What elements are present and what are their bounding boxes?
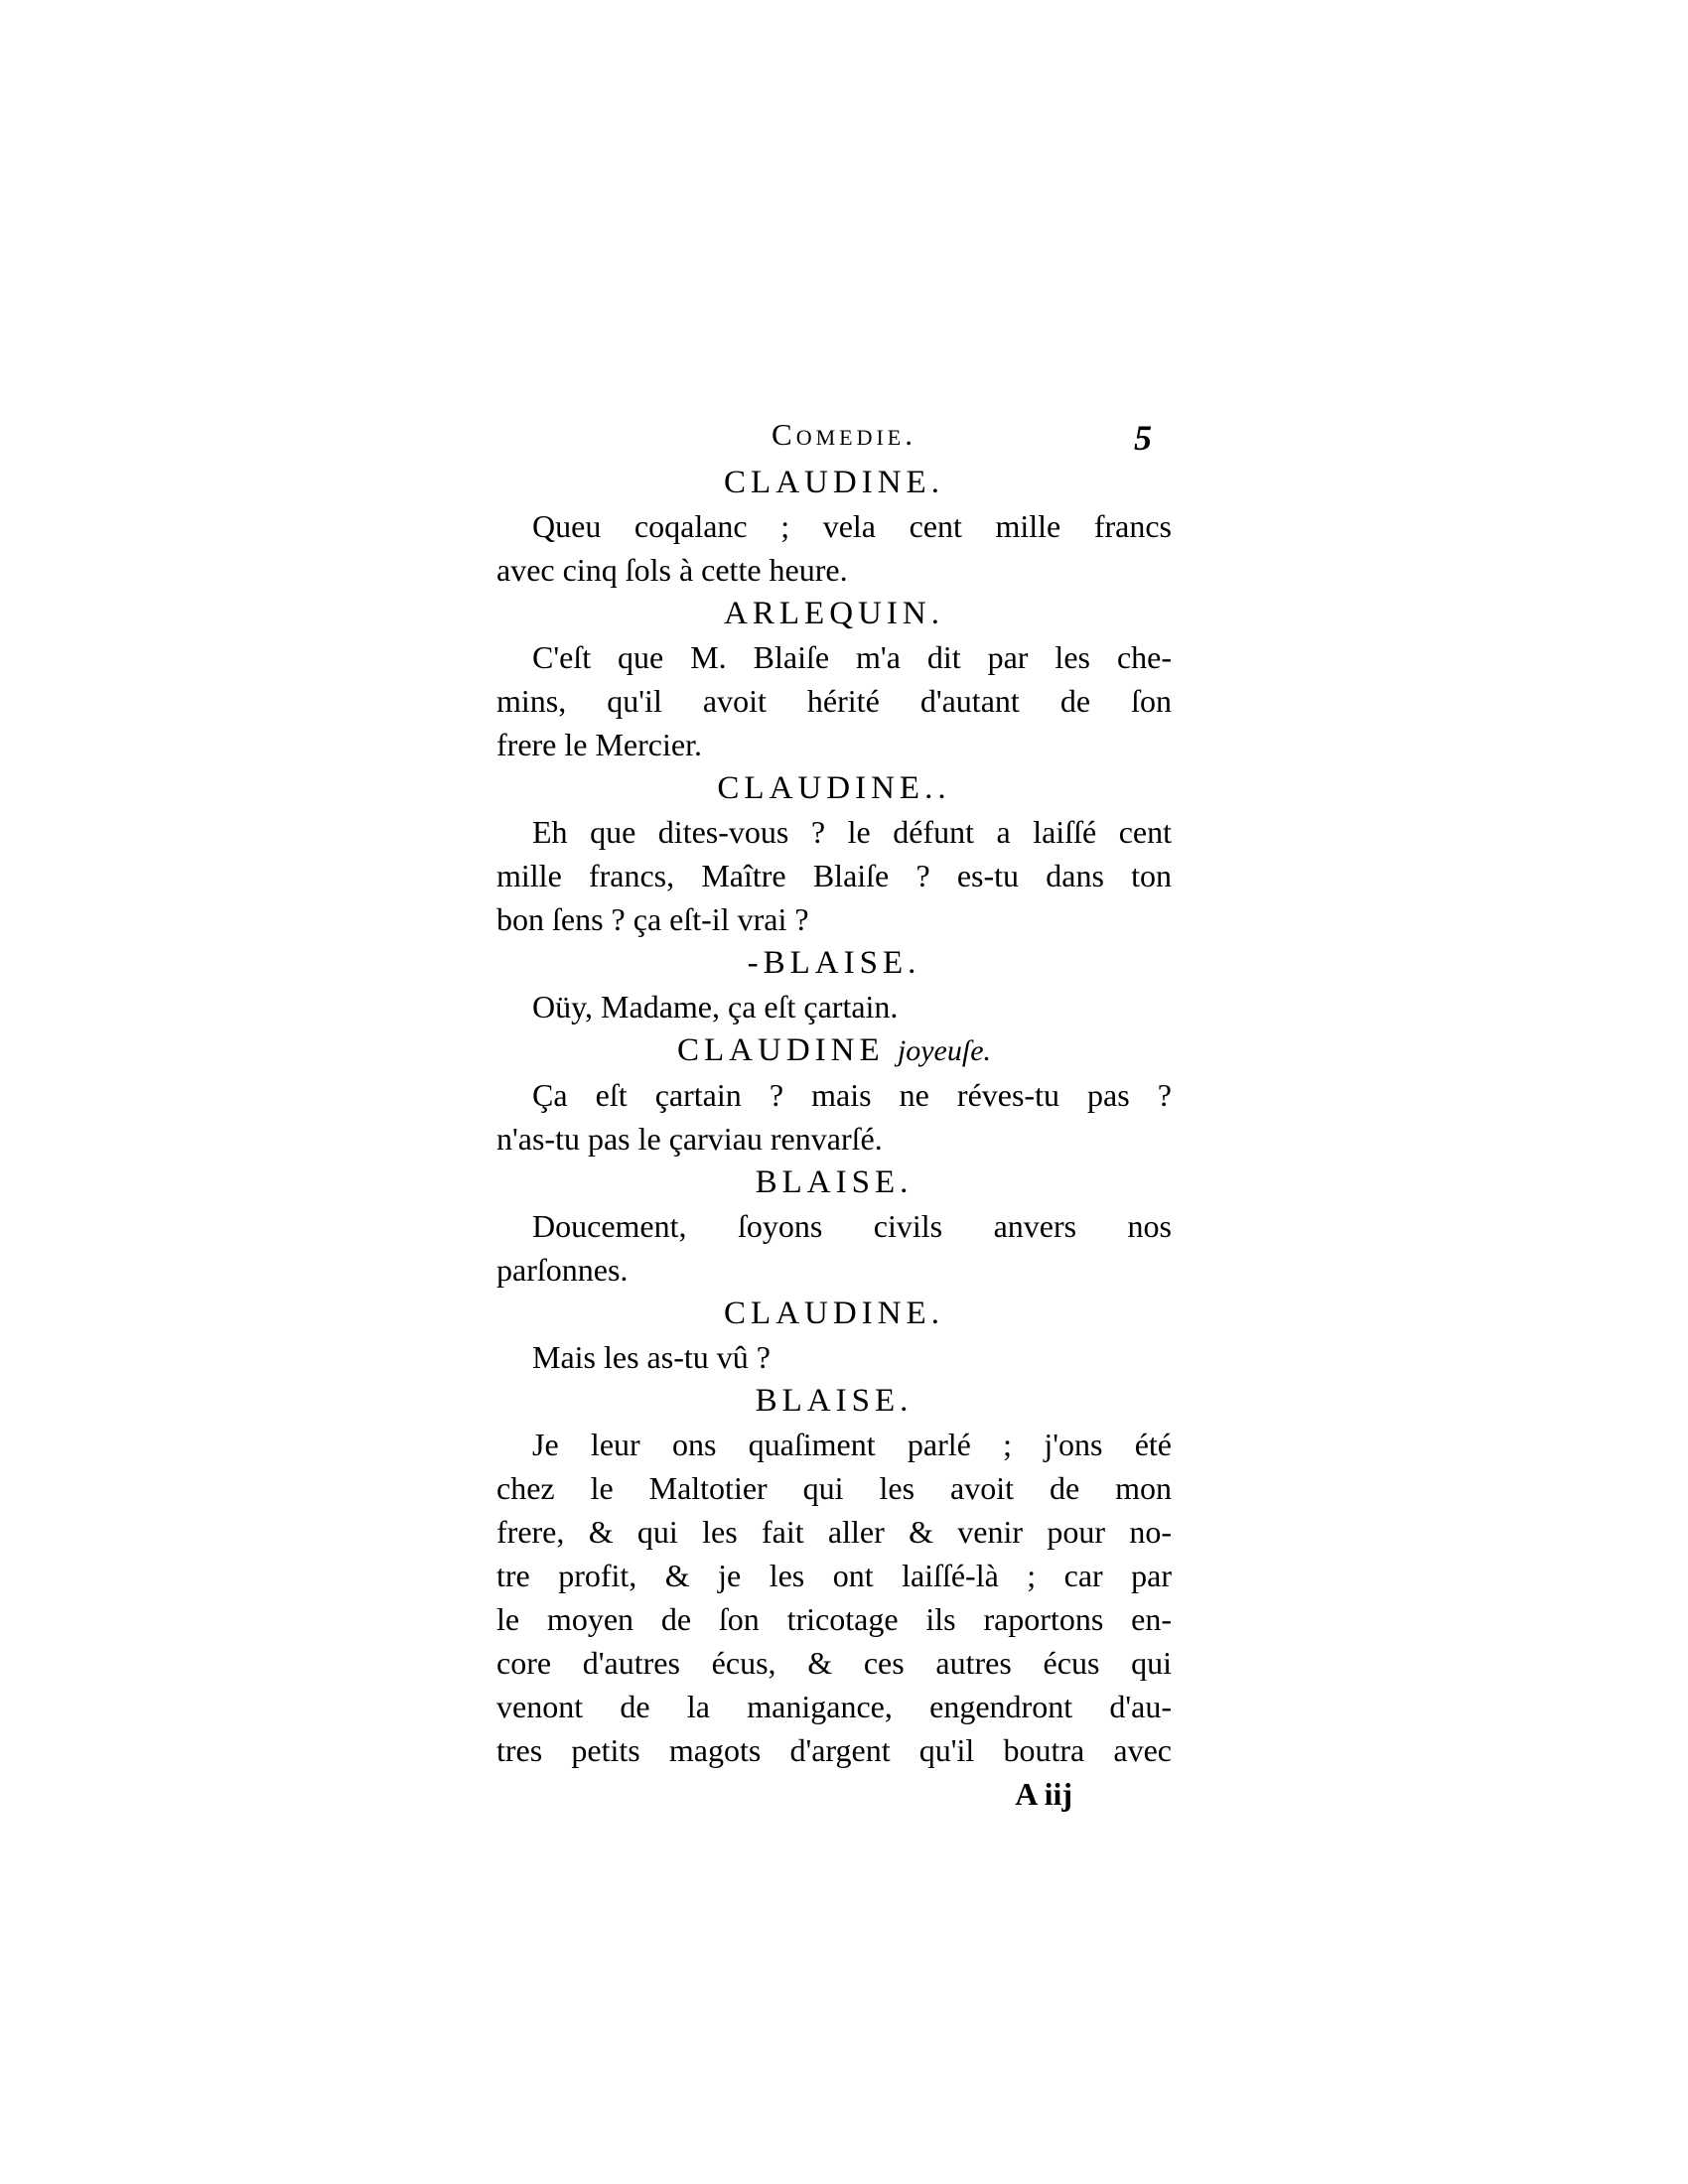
speech-text [496,504,1172,592]
book-page [496,417,1172,1822]
speech-line: C'eſt que M. Blaiſe m'a dit par les che- [532,639,1172,675]
speech-line: Je leur ons quaſiment parlé ; j'ons été [532,1427,1172,1462]
speech-line: Ça eſt çartain ? mais ne réves-tu pas ? [532,1077,1172,1113]
speech-line: bon ſens ? ça eſt-il vrai ? [496,901,809,937]
speaker-name: ARLEQUIN. [724,596,944,631]
speech-line: Oüy, Madame, ça eſt çartain. [532,989,899,1024]
stage-direction: joyeuſe. [897,1034,992,1067]
speech-text [496,635,1172,766]
speech-line: core d'autres écus, & ces autres écus qui [496,1645,1172,1681]
speech-line: tres petits magots d'argent qu'il boutra avec [496,1732,1172,1768]
speech-line: Doucement, ſoyons civils anvers nos [532,1208,1172,1244]
speech-line: le moyen de ſon tricotage ils raportons en- [496,1601,1172,1637]
running-title: Comedie. [772,417,916,452]
signature-mark: A iij [1015,1776,1072,1812]
speech-text [496,1073,1172,1160]
speech-text [496,1204,1172,1292]
speech-line: parſonnes. [496,1252,629,1288]
speaker-name: BLAISE. [755,1383,914,1419]
speech-line: n'as-tu pas le çarviau renvarſé. [496,1121,883,1157]
speaker-name: CLAUDINE. [724,465,944,500]
running-head [496,417,1172,461]
speech-text [496,1423,1172,1772]
speech-line: Eh que dites-vous ? le défunt a laiſſé cent [532,814,1172,850]
speech-line: mins, qu'il avoit hérité d'autant de ſon [496,683,1172,719]
speech-text [496,985,1172,1028]
speaker-name: CLAUDINE. [724,1296,944,1331]
speech-line: chez le Maltotier qui les avoit de mon [496,1470,1172,1506]
speech-line: mille francs, Maître Blaiſe ? es-tu dans ton [496,858,1172,893]
speaker-name: CLAUDINE joyeuſe. [676,1032,992,1068]
speech-text [496,1335,1172,1379]
speaker-name: BLAISE. [755,1164,914,1200]
speech-text [496,810,1172,941]
speech-line: venont de la manigance, engendront d'au- [496,1689,1172,1724]
speech-line: frere, & qui les fait aller & venir pour no- [496,1514,1172,1550]
signature-row [496,1772,1172,1822]
speech-line: Queu coqalanc ; vela cent mille francs [532,508,1172,544]
page-number: 5 [1134,418,1152,458]
speech-line: avec cinq ſols à cette heure. [496,552,848,588]
speech-line: Mais les as-tu vû ? [532,1339,771,1375]
speaker-name: CLAUDINE.. [717,770,951,806]
speech-line: frere le Mercier. [496,727,702,762]
speaker-name: -BLAISE. [747,945,921,981]
speech-line: tre profit, & je les ont laiſſé-là ; car par [496,1558,1172,1593]
